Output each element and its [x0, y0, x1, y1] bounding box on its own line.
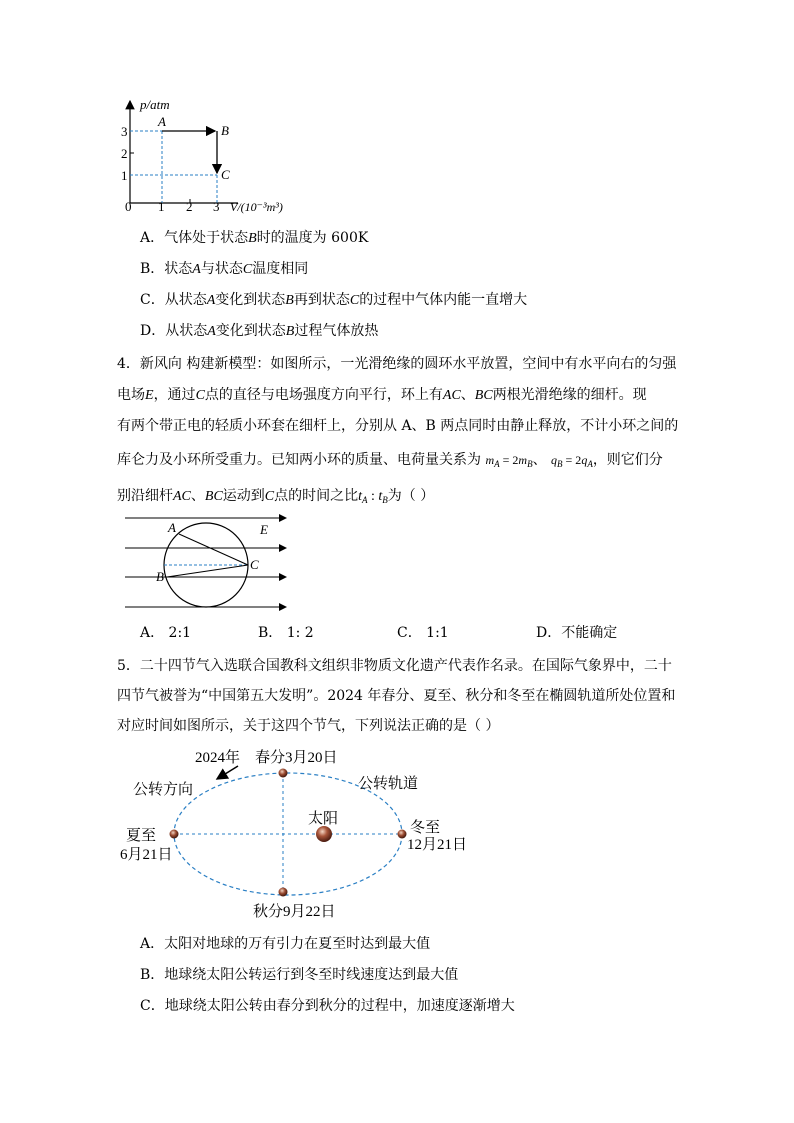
- q5-option-b[interactable]: B．地球绕太阳公转运行到冬至时线速度达到最大值: [140, 967, 459, 983]
- label-C: C: [250, 557, 259, 572]
- orbit-label: 公转轨道: [358, 776, 419, 792]
- orbit-figure: [120, 742, 500, 924]
- q3-option-d[interactable]: D．从状态A变化到状态B过程气体放热: [140, 323, 379, 339]
- q4-line-2: 电场E，通过C点的直径与电场强度方向平行，环上有AC、BC两根光滑绝缘的细杆。现: [117, 387, 647, 403]
- x-tick-1: 1: [158, 199, 165, 214]
- charge-relation: $q_B = 2q_A$: [551, 453, 593, 469]
- earth-winter: [398, 830, 407, 839]
- point-A: A: [158, 114, 166, 129]
- q4-line-1: 4．新风向 构建新模型：如图所示，一光滑绝缘的圆环水平放置，空间中有水平向右的匀强: [117, 356, 677, 372]
- q4-line-3: 有两个带正电的轻质小环套在细杆上，分别从 A、B 两点同时由静止释放，不计小环之间的: [117, 418, 679, 434]
- origin-label: 0: [125, 199, 132, 214]
- year-label: 2024年: [195, 750, 241, 766]
- rod-AC: [179, 534, 248, 565]
- point-B: B: [221, 123, 229, 138]
- q3-option-c[interactable]: C．从状态A变化到状态B再到状态C的过程中气体内能一直增大: [140, 292, 528, 308]
- label-E: E: [260, 522, 268, 537]
- autumn-label: 秋分9月22日: [253, 904, 336, 920]
- q4-option-a[interactable]: A． 2:1: [140, 625, 192, 641]
- summer-label: 夏至: [126, 828, 157, 844]
- y-tick-2: 2: [121, 146, 128, 161]
- q4-option-d[interactable]: D．不能确定: [536, 625, 618, 641]
- q3-option-a[interactable]: A．气体处于状态B时的温度为 600K: [140, 230, 369, 246]
- winter-label: 冬至: [410, 820, 441, 836]
- label-A: A: [168, 520, 176, 535]
- earth-summer: [170, 830, 179, 839]
- y-axis-label: p/atm: [140, 97, 170, 112]
- q5-option-a[interactable]: A．太阳对地球的万有引力在夏至时达到最大值: [140, 936, 431, 952]
- direction-arrow: [217, 766, 238, 779]
- ring-field-figure: [120, 510, 295, 615]
- x-axis-label: V/(10⁻³m³): [230, 200, 283, 214]
- y-tick-3: 3: [121, 124, 128, 139]
- x-tick-3: 3: [213, 199, 220, 214]
- spring-label: 春分3月20日: [255, 750, 338, 766]
- q5-line-2: 四节气被誉为“中国第五大发明”。2024 年春分、夏至、秋分和冬至在椭圆轨道所处位置和: [117, 688, 676, 704]
- q4-line-5: 别沿细杆AC、BC运动到C点的时间之比$t_A$ : $t_B$为（ ）: [117, 488, 435, 505]
- q4-line-4: 库仑力及小环所受重力。已知两小环的质量、电荷量关系为 $m_A = 2m_B$、 $q_B = 2q_A$，则它们分: [117, 452, 663, 469]
- time-ratio: $t_A$ : $t_B$: [358, 489, 388, 505]
- direction-label: 公转方向: [133, 782, 194, 798]
- q4-option-c[interactable]: C． 1:1: [397, 625, 449, 641]
- q5-line-3: 对应时间如图所示，关于这四个节气，下列说法正确的是（ ）: [117, 718, 500, 734]
- q3-option-b[interactable]: B．状态A与状态C温度相同: [140, 261, 309, 277]
- label-B: B: [156, 569, 164, 584]
- y-tick-1: 1: [121, 168, 128, 183]
- summer-date: 6月21日: [120, 847, 173, 863]
- earth-autumn: [279, 888, 288, 897]
- q4-option-b[interactable]: B． 1: 2: [258, 625, 314, 641]
- rod-BC: [167, 565, 248, 577]
- pv-graph: [110, 95, 310, 220]
- mass-relation: $m_A = 2m_B$: [485, 453, 533, 469]
- earth-spring: [279, 769, 288, 778]
- sun: [316, 826, 332, 842]
- sun-label: 太阳: [308, 811, 339, 827]
- winter-date: 12月21日: [407, 837, 468, 853]
- q5-option-c[interactable]: C．地球绕太阳公转由春分到秋分的过程中，加速度逐渐增大: [140, 998, 515, 1014]
- x-tick-2: 2: [186, 199, 193, 214]
- q5-line-1: 5．二十四节气入选联合国教科文组织非物质文化遗产代表作名录。在国际气象界中，二十: [117, 658, 672, 674]
- point-C: C: [221, 167, 230, 182]
